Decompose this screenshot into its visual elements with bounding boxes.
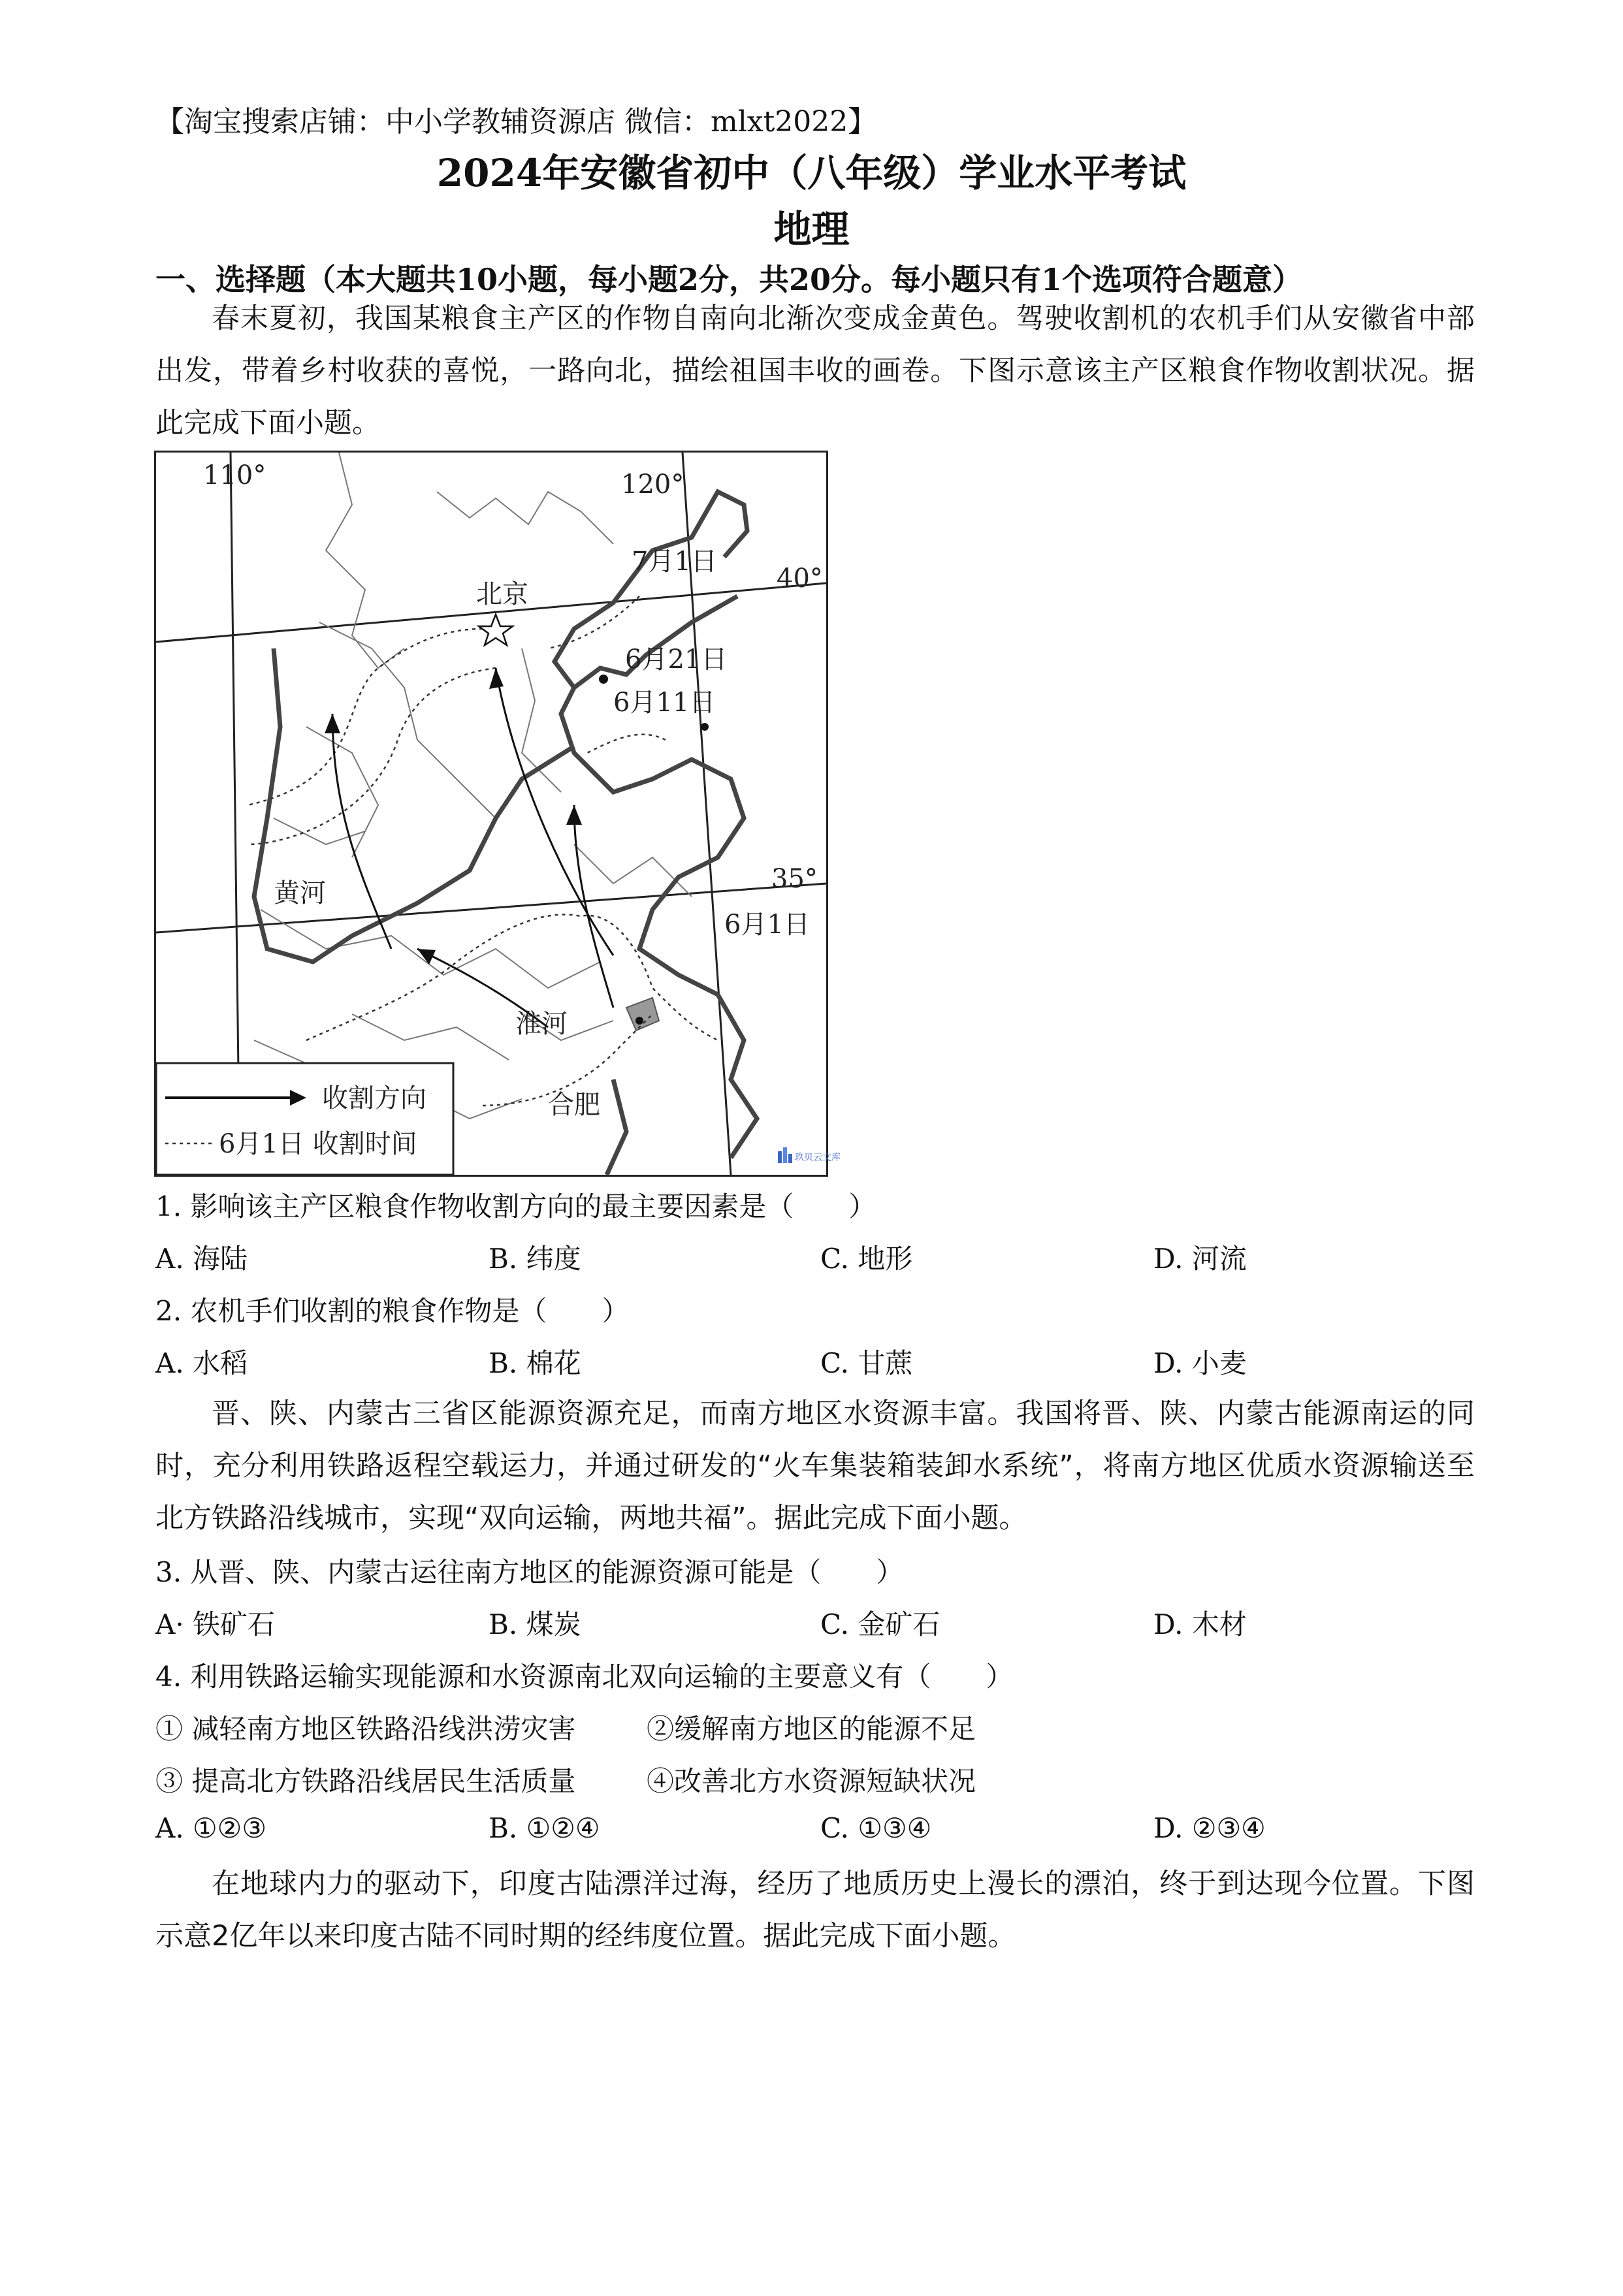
- q3-option-d: D. 木材: [1153, 1608, 1247, 1640]
- passage-1: 春末夏初，我国某粮食主产区的作物自南向北渐次变成金黄色。驾驶收割机的农机手们从安徽省中部出发，带着乡村收获的喜悦，一路向北，描绘祖国丰收的画卷。下图示意该主产区粮食作物收割状况。据此完成下面小题。: [155, 302, 1475, 439]
- watermark-text: 玖贝云文库: [795, 1153, 841, 1163]
- label-jun1: 6月1日: [724, 910, 810, 940]
- q1-option-b: B. 纬度: [489, 1243, 581, 1275]
- q3-option-c: C. 金矿石: [820, 1608, 940, 1640]
- q4-item-1: ① 减轻南方地区铁路沿线洪涝灾害: [155, 1713, 576, 1745]
- question-4-stem: 4. 利用铁路运输实现能源和水资源南北双向运输的主要意义有（ ）: [155, 1661, 1014, 1693]
- label-yellow-river: 黄河: [274, 878, 326, 908]
- exam-title: 2024年安徽省初中（八年级）学业水平考试: [436, 151, 1187, 195]
- label-110: 110°: [203, 460, 266, 490]
- question-2-stem: 2. 农机手们收割的粮食作物是（ ）: [155, 1295, 630, 1327]
- harvest-arrows: [332, 668, 613, 1027]
- label-jul1: 7月1日: [632, 547, 717, 577]
- q3-option-a: A· 铁矿石: [155, 1608, 276, 1640]
- label-35: 35°: [771, 864, 818, 894]
- map-figure: [156, 453, 841, 1175]
- q4-item-2: ②缓解南方地区的能源不足: [647, 1713, 976, 1745]
- q1-option-d: D. 河流: [1153, 1243, 1247, 1275]
- q2-option-c: C. 甘蔗: [820, 1347, 913, 1379]
- q1-option-a: A. 海陆: [155, 1243, 248, 1275]
- q4-item-3: ③ 提高北方铁路沿线居民生活质量: [155, 1765, 576, 1797]
- q4-option-b: B. ①②④: [489, 1812, 600, 1844]
- label-40: 40°: [777, 564, 823, 594]
- q2-option-b: B. 棉花: [489, 1347, 581, 1379]
- label-jun21: 6月21日: [625, 645, 728, 675]
- q2-option-d: D. 小麦: [1153, 1347, 1247, 1379]
- q4-option-a: A. ①②③: [155, 1812, 266, 1844]
- dot-jun1: [635, 1017, 643, 1025]
- question-1-stem: 1. 影响该主产区粮食作物收割方向的最主要因素是（ ）: [155, 1190, 876, 1222]
- label-jun11: 6月11日: [613, 688, 716, 718]
- legend-direction: 收割方向: [322, 1083, 426, 1113]
- section-heading: 一、选择题（本大题共10小题，每小题2分，共20分。每小题只有1个选项符合题意）: [155, 262, 1303, 297]
- passage-3: 在地球内力的驱动下，印度古陆漂洋过海，经历了地质历史上漫长的漂泊，终于到达现今位置。下图示意2亿年以来印度古陆不同时期的经纬度位置。据此完成下面小题。: [155, 1868, 1475, 1953]
- q1-option-c: C. 地形: [820, 1243, 913, 1275]
- arrow-heads: [325, 668, 582, 965]
- q4-option-c: C. ①③④: [820, 1812, 932, 1844]
- q4-option-d: D. ②③④: [1153, 1812, 1266, 1844]
- label-hefei: 合肥: [548, 1090, 600, 1120]
- source-banner: 【淘宝搜索店铺：中小学教辅资源店 微信：mlxt2022】: [155, 105, 877, 138]
- dot-jun11: [701, 723, 709, 731]
- subject-title: 地理: [773, 207, 850, 251]
- legend-time: 6月1日 收割时间: [219, 1129, 417, 1159]
- q2-option-a: A. 水稻: [155, 1347, 248, 1379]
- q3-option-b: B. 煤炭: [489, 1608, 581, 1640]
- label-beijing: 北京: [476, 579, 528, 609]
- beijing-star-icon: [479, 614, 513, 645]
- watermark-logo-icon: [778, 1147, 792, 1163]
- question-3-stem: 3. 从晋、陕、内蒙古运往南方地区的能源资源可能是（ ）: [155, 1556, 904, 1588]
- passage-2: 晋、陕、内蒙古三省区能源资源充足，而南方地区水资源丰富。我国将晋、陕、内蒙古能源南运的同时，充分利用铁路返程空载运力，并通过研发的“火车集装箱装卸水系统”，将南方地区优质水资源输送至北方铁路沿线城市，实现“双向运输，两地共福”。据此完成下面小题。: [155, 1397, 1475, 1535]
- label-huai-river: 淮河: [515, 1009, 568, 1039]
- dot-jun21: [599, 675, 608, 684]
- hongze-lake: [626, 998, 659, 1030]
- label-120: 120°: [621, 470, 684, 500]
- q4-item-4: ④改善北方水资源短缺状况: [647, 1765, 976, 1797]
- harvest-map: [154, 451, 841, 1177]
